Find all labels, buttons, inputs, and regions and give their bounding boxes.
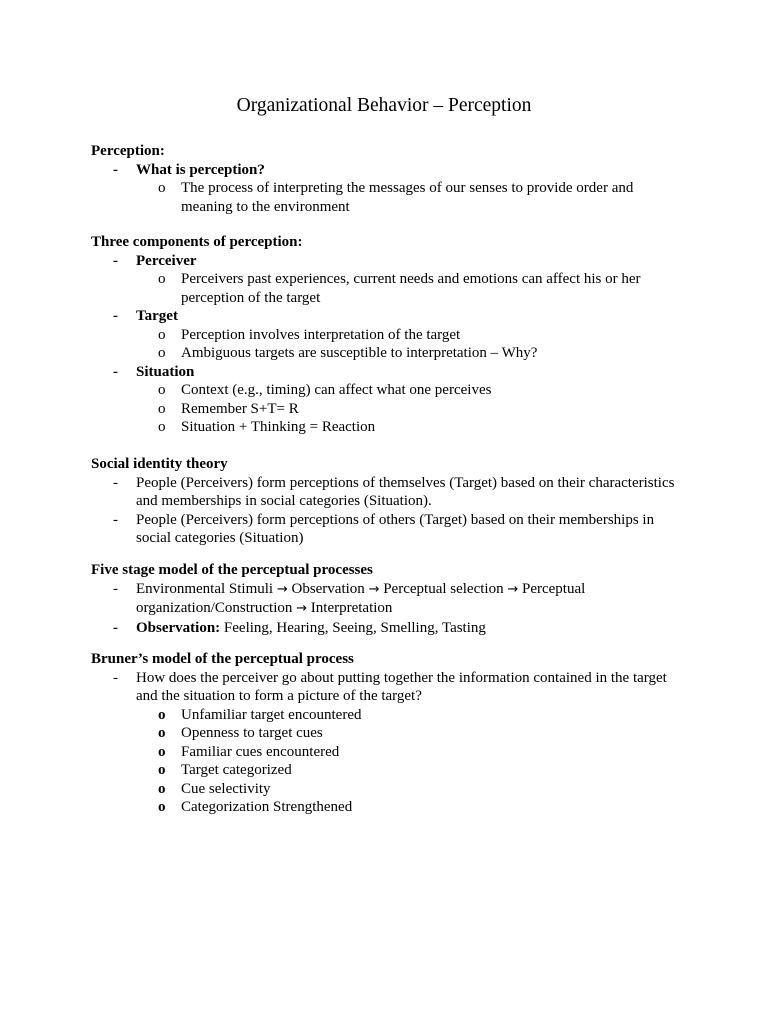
dash-bullet: - [113,474,118,491]
components-heading: Three components of perception: [91,234,303,250]
bruner-heading: Bruner’s model of the perceptual process [91,651,354,667]
circle-bullet: o [158,271,166,287]
section-bruner [91,650,691,817]
dash-bullet: - [113,669,118,686]
dash-bullet: - [113,619,118,636]
sequence-line [136,580,691,600]
detail-line: perception of the target [181,289,321,306]
section-components [91,233,691,437]
bruner-step [91,724,691,743]
circle-bullet: o [158,762,166,778]
detail-line: Perceivers past experiences, current needs and emotions can affect his or her [181,271,641,287]
social-line: and memberships in social categories (Situation). [136,493,432,509]
circle-bullet: o [158,743,166,760]
arrow-right-icon: → [507,581,519,597]
component-situation [91,363,691,382]
circle-bullet: o [158,799,166,815]
perception-question: What is perception? [136,161,265,178]
step-label: Familiar cues encountered [181,743,340,760]
circle-bullet: o [158,419,166,435]
stage-label: Perceptual [522,580,586,597]
five-stage-heading: Five stage model of the perceptual processes [91,562,373,578]
five-stage-sequence [91,580,691,619]
section-perception [91,142,691,216]
section-five-stage [91,561,691,637]
arrow-right-icon: → [368,581,380,597]
circle-bullet: o [158,326,166,343]
situation-detail [91,418,691,437]
component-perceiver [91,252,691,271]
stage-label: Observation [291,580,365,597]
social-line: People (Perceivers) form perceptions of others (Target) based on their memberships in [136,511,655,528]
circle-bullet: o [158,345,166,361]
stage-label: organization/Construction [136,600,293,616]
observation-text: Feeling, Hearing, Seeing, Smelling, Tasting [223,619,486,636]
situation-detail [91,400,691,419]
dash-bullet: - [113,308,118,324]
bruner-question-line: How does the perceiver go about putting together the information contained in the target [136,669,667,686]
detail-line: Context (e.g., timing) can affect what one perceives [181,382,492,398]
stage-label: Environmental Stimuli [136,580,274,597]
arrow-right-icon: → [276,581,288,597]
bruner-step [91,706,691,725]
target-detail [91,326,691,345]
detail-line: Ambiguous targets are susceptible to interpretation – Why? [181,345,538,361]
detail-line: Situation + Thinking = Reaction [181,419,376,435]
bruner-question-line: and the situation to form a picture of the target? [136,688,422,704]
section-social-identity [91,455,691,548]
social-item [91,511,691,548]
dash-bullet: - [113,363,118,380]
component-label: Situation [136,363,195,380]
dash-bullet: - [113,511,118,528]
dash-bullet: - [113,580,118,597]
observation-item [91,619,691,638]
perception-answer-line: The process of interpreting the messages of our senses to provide order and [181,180,634,196]
bruner-step [91,761,691,780]
circle-bullet: o [158,706,166,723]
social-heading: Social identity theory [91,456,228,472]
component-label: Target [136,308,178,324]
bruner-step [91,798,691,817]
circle-bullet: o [158,780,166,797]
bruner-question-item [91,669,691,706]
component-target [91,307,691,326]
target-detail [91,344,691,363]
detail-line: Perception involves interpretation of the target [181,326,461,343]
observation-label: Observation: [136,619,221,636]
social-line: People (Perceivers) form perceptions of themselves (Target) based on their characteristics [136,474,675,491]
circle-bullet: o [158,180,166,196]
step-label: Target categorized [181,762,292,778]
arrow-right-icon: → [296,601,308,616]
stage-label: Perceptual selection [383,580,504,597]
detail-line: Remember S+T= R [181,400,299,417]
circle-bullet: o [158,382,166,398]
step-label: Cue selectivity [181,780,271,797]
perception-heading: Perception: [91,143,165,159]
sequence-line [136,599,691,619]
component-label: Perceiver [136,252,197,269]
perception-question-item [91,161,691,180]
dash-bullet: - [113,161,118,178]
social-line: social categories (Situation) [136,530,304,546]
stage-label: Interpretation [310,600,393,616]
step-label: Categorization Strengthened [181,799,353,815]
dash-bullet: - [113,252,118,269]
step-label: Openness to target cues [181,725,323,741]
step-label: Unfamiliar target encountered [181,706,362,723]
bruner-step [91,780,691,799]
circle-bullet: o [158,400,166,417]
perception-answer-item [91,179,691,216]
situation-detail [91,381,691,400]
bruner-step [91,743,691,762]
perception-answer-line: meaning to the environment [181,198,350,215]
perceiver-detail [91,270,691,307]
social-item [91,474,691,511]
page-title: Organizational Behavior – Perception [236,95,532,116]
circle-bullet: o [158,725,166,741]
